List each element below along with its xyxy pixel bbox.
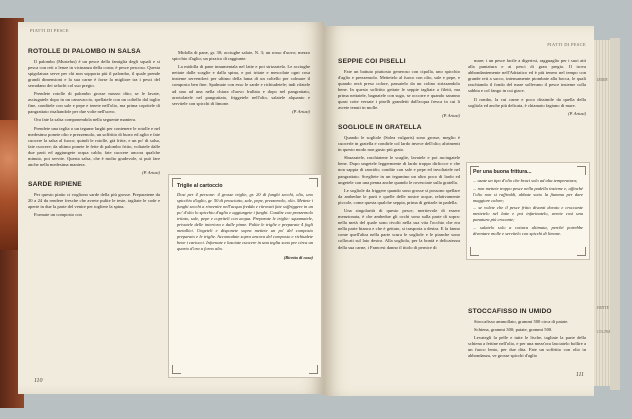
paragraph: Levategli la pelle e tutte le lische, tagliate la parte della schiena a fettine nell'olio, e per una mezz'ora lasciatelo bollire a un fuoco lento, per due dita. Fate un soffritto con olio in abbondanza, ve grosse spicchi d'aglio: [468, 334, 586, 359]
page-edge-label: CUCINA: [597, 330, 611, 334]
corner-ornament: [470, 247, 479, 256]
left-page-header: PIATTI DI PESCE: [30, 28, 69, 33]
back-cover-edge: [610, 38, 620, 390]
page-edge-label: DORIS: [597, 78, 608, 82]
right-column-1: [338, 58, 460, 253]
right-page: [324, 26, 594, 396]
box-text: Dosi per 4 persone: 4 grosse triglie, gr. 20 di funghi secchi, olio, uno spicchio d'aglio, gr. 50 di prosciutto, sale, pepe, prezzemolo, olio. Mettete i funghi secchi a rinvenire nell'acqua fredda e ritrovati fate soffriggere in un po' d'olio lo spicchio d'aglio e aggiungete i funghi. Condite con prezzemolo tritato, sale, pepe e copriteli con acqua. Preparate le triglie: squamatele, privatele delle interiora e dalle pinne. Pulite le triglie e preparate 4 fogli metallici. Ungeteli e disponete sopra mettete un po' del composto preparato e le triglie. Accomodate sopra ancora del composto e richiudete bene i cartocci. Infornate e lasciate cuocere in una teglia sono per circa un quarto d'ora a forno alto.: [177, 192, 313, 251]
paragraph: Sbuzzatele, raschiatene le scaglie, lavatele e poi asciugatele bene. Dopo ungetele leggermente di lardo troppo dirliccce e che non sappia di rancido; condite con sale e pepe ed involtatele nel pangrattato. Scegliete in un tegamino un altro poco di lardo ed ungetele con una penna anche quando le rovesciate sulla gratella.: [338, 155, 460, 185]
corner-ornament: [577, 247, 586, 256]
author-signature: (P. Artusi): [142, 170, 160, 176]
corner-ornament: [172, 365, 181, 374]
corner-ornament: [309, 365, 318, 374]
tip-item: ... non mettete troppo pesce nella padella insieme e, affinché l'olio non si raffreddi, abbate sotto la fiamma per dare maggiore calore;: [473, 185, 583, 203]
paragraph: Stoccafisso ammollato, grammi 500 circa di patate.: [474, 318, 569, 324]
author-signature: (P. Artusi): [292, 108, 310, 114]
tip-item: ... salatelo solo a cottura ultimata, perché potrebbe diventare molle e servitelo con spicchi di limone.: [473, 224, 583, 236]
paragraph: La midolla di pane innumentala nel latte e poi strizzatela. Le acciughe nettate dalle scaglie e dalla spina, e poi tritate e mescolate ogni cosa insieme servendovi per ultimo della lama di un coltello per colmare il composto ben fine. Spalmate con esso le sarde e richiudetele; indi rifatele ad una ad una nella chiara d'uovo frullata e dopo nel pangrattato, arrotolatele nel pangrattato, friggetele nell'olio, salatele alquanto e servitele con spicchi di limone.: [172, 64, 310, 106]
recipe-title-sogliole: SOGLIOLE IN GRATELLA: [338, 124, 422, 132]
paragraph: Midolla di pane, gr. 30; acciughe salate, N. 3; un rosso d'uovo; mezzo spicchio d'aglio; un pizzico di raggiunte.: [172, 50, 310, 62]
paragraph: Quando le sogliole (Solea vulgaris) sono grosse, meglio è cuocerle in gratella e condirle col lardo invece dell'olio; altrimenti in questo modo non gusto più grato.: [338, 134, 460, 153]
recipe-title-stoccafisso: STOCCAFISSO IN UMIDO: [468, 308, 552, 315]
corner-ornament: [470, 166, 479, 175]
author-signature: (P. Artusi): [568, 110, 586, 116]
tips-list: [473, 178, 583, 237]
corner-ornament: [309, 178, 318, 187]
paragraph: Ora fate la salsa componendola nella seguente maniera.: [34, 117, 137, 123]
paragraph: mare; i un pesce facile a digerirsi, ragguaglio per i suoi atti alla puntatura e ai pesci di gran pregio. Il trova abbondantemente nell'Adriatico ed è più tenero nel tempo con grande reti a sacco, intensamente piombate alla bocca, le quali raschiando il fondo del mare sollevano il pesce insieme colla sabbia e col fango in cui giace.: [468, 58, 586, 94]
right-page-header: PIATTI DI PESCE: [547, 42, 586, 47]
author-signature: (P. Artusi): [442, 113, 460, 119]
paragraph: Formate un composto con: [34, 212, 82, 218]
page-number: 111: [575, 372, 584, 378]
tip-item: ... usate un tipo d'olio che bruci solo ad alta temperatura;: [473, 178, 578, 183]
recipe-title-seppie: SEPPIE COI PISELLI: [338, 58, 406, 65]
page-edge-label: FRITTE: [597, 306, 609, 310]
paragraph: Le sogliole da friggere quando sono grosse si possono spellare da ambedue le parti e quelle delle nostre acque, relativamente piccole, come questa qualche seppia, prima di gettarle in padella.: [338, 187, 460, 205]
right-column-2: [468, 58, 586, 122]
recipe-title-rotolle: ROTOLLE DI PALOMBO IN SALSA: [28, 48, 141, 55]
recipe-box-triglie: [168, 174, 322, 378]
corner-ornament: [577, 166, 586, 175]
corner-ornament: [172, 178, 181, 187]
paragraph: Per questo piatto ci vogliono sarde della più grosse. Preparatene da 20 a 24 da rendere fresche che avrete pulite le teste, tagliate le code e aperte in due la parte del ventre per togliere la spina.: [28, 191, 160, 210]
left-page: [18, 22, 324, 394]
left-column-1: [28, 48, 160, 220]
paragraph: Una singolarità di questo pesce, meritevole di essere menzionata, è che ambedue gli occhi sono sulla parte di sopra: nella metà del quale sono rivolti nella sua vita l'occhio che era nella parte bianca e che è gettato, si trasporta a destra. E la fanno come quell'altra nella parte scura le sogliole e le pianche sono collocati sul lato destro. Alla sogliola, per la bontà e delicatezza della sua carne, i Francesi danno il titolo di pernice di: [338, 207, 460, 250]
box-title: Per una buona frittura...: [473, 169, 532, 175]
box-title: Triglie al cartoccio: [177, 183, 223, 189]
paragraph: Schiena, grammi 300; patate, grammi 500.: [474, 326, 553, 332]
left-column-2: [172, 50, 310, 120]
paragraph: Prendete una teglia o un tegame larghi per contenere le rotolle e nel medesimo ponete olio e prezzemolo, un soffritto di burro ed aglio e fate cuocere la salsa al fuoco; quindi le rotolle, già fritte, e un po' di salsa, fate cuocere; da ultimo ponete le fette di palombo fritto, voltatele dalle due parti ed aggiungete acqua calda; fate cuocere ancora qualche minuto, poi servite. Questa salsa, che è molto gradevole, si può fare anche nella medesima maniera.: [28, 125, 160, 168]
paragraph: Fate un battuto piuttosto generoso con cipolla, uno spicchio d'aglio e prezzemolo. Mettetelo al fuoco con olio, sale e pepe, e quando avrà preso colore, passatelo da un colino strizzandolo bene. In questo soffritto gettate le seppie tagliate a filetti, ma prima nettatele, bagnatele con sugo, se occorre e quando saranno quasi cotte versate i piselli grandetti dall'acqua fresca in cui li avrete tenuti in molle.: [338, 68, 460, 111]
paragraph: Il palombo (Mustelus) è un pesce della famiglia degli squali e si pesca con reti o lenze in vicinanza della costa; è pesce pescoso. Questa spigolatura serve per chi non sopporta più il palombo, il quale prende grandi dimensioni e la sua carne è forse la migliore tra i pesci del serradano dei selachi col suo pregio.: [28, 58, 160, 88]
recipe-title-sarde: SARDE RIPIENE: [28, 181, 82, 189]
paragraph: Prendete rotolle di palombo grosse mezzo dito; se le lavate, asciugatele dopo in un canovaccio, spellatele con un coltello dal taglio fine, conditele con sale e pepe e tenete nell'olio, ma prima copritele di pangrattato risaltandole per due volte nell'uovo.: [28, 91, 160, 115]
tip-item: ... se volete che il pesce fritto divanti dorato e croccante mettetelo nel latte e poi infarinatelo, avrete così una panatura più crocante;: [473, 205, 583, 222]
paragraph: Il rombo, la cui carne e poco dissimile da quella della sogliola ed anche più delicata, è chiamato fagiano di mare.: [468, 96, 586, 108]
right-column-2-lower: [468, 308, 586, 361]
box-footer: (Ricetta di casa): [283, 255, 313, 260]
page-number: 110: [34, 378, 43, 384]
tips-box-frittura: [466, 162, 590, 260]
